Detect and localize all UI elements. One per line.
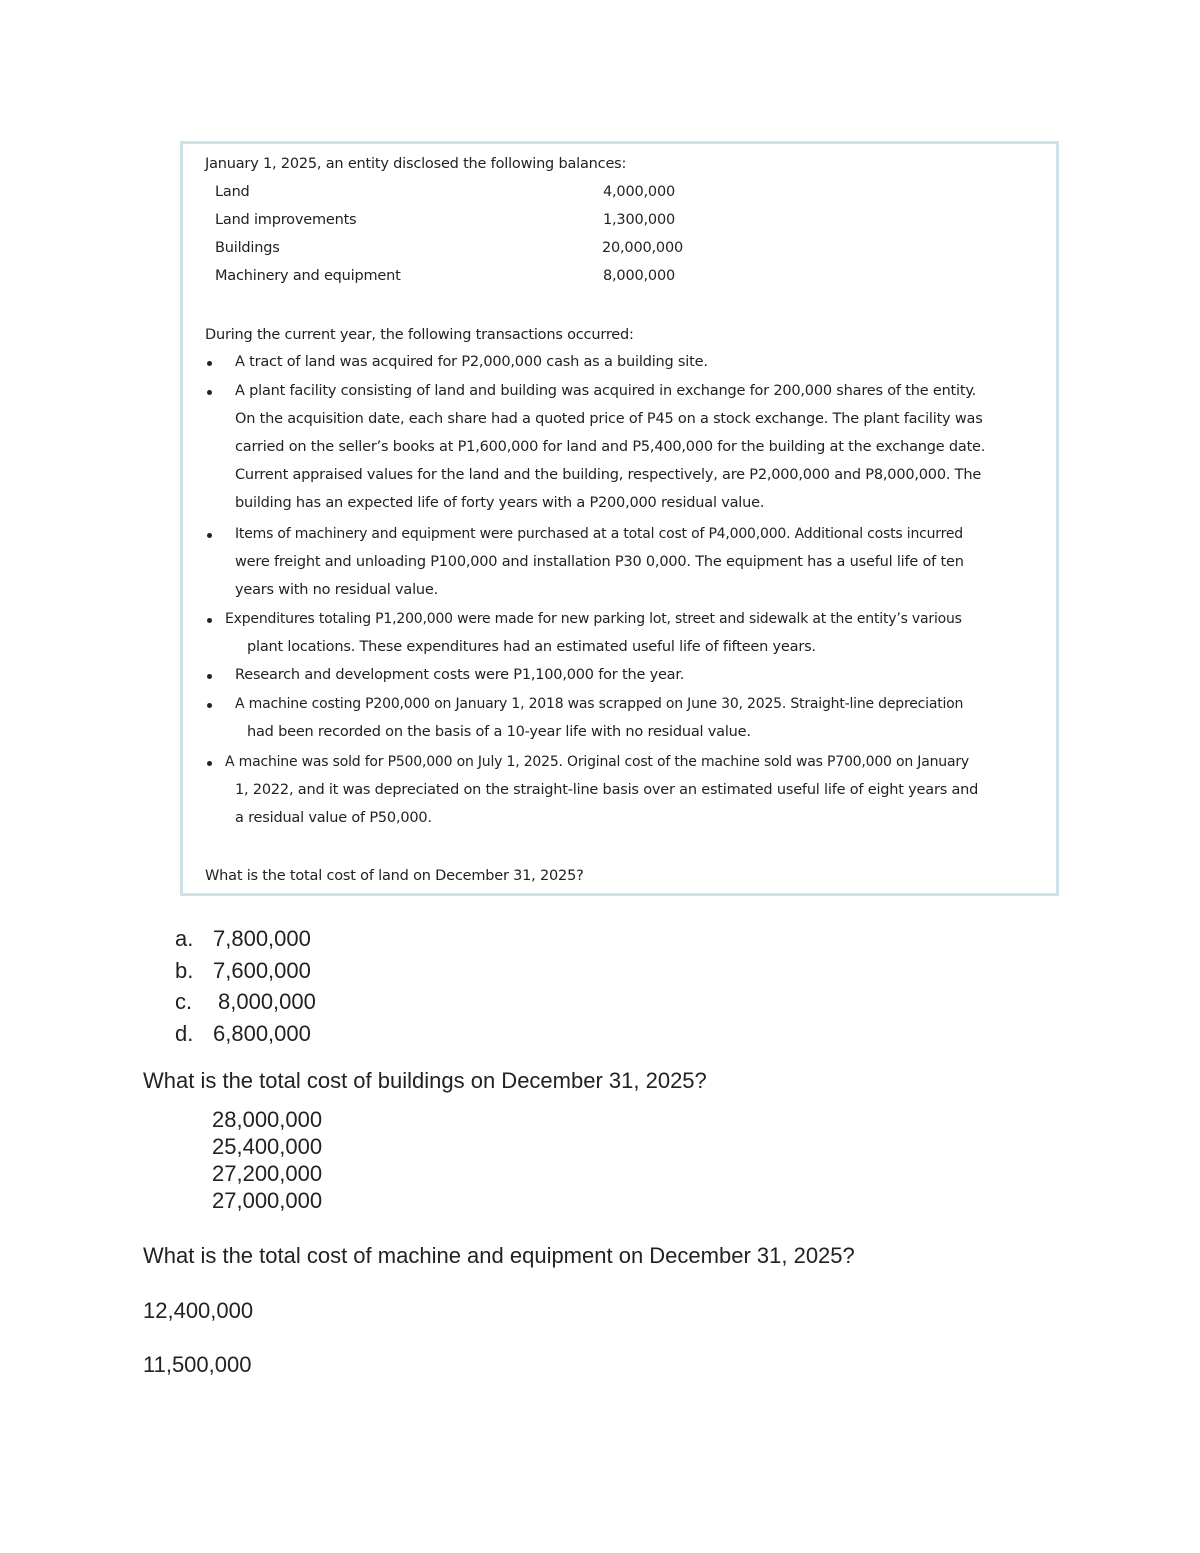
choice-letter: c. (175, 989, 193, 1014)
balance-label: Machinery and equipment (215, 268, 401, 284)
transaction-line: On the acquisition date, each share had a quoted price of P45 on a stock exchange. The plant facility was (235, 411, 983, 427)
balance-label: Land improvements (215, 212, 357, 228)
transaction-line: A plant facility consisting of land and building was acquired in exchange for 200,000 shares of the entity. (235, 383, 977, 399)
balance-row-buildings (215, 240, 683, 260)
transaction-line: 1, 2022, and it was depreciated on the straight-line basis over an estimated useful life of eight years and (235, 782, 979, 798)
bullet-icon (207, 761, 212, 766)
buildings-choice[interactable]: 25,400,000 (212, 1134, 323, 1159)
balance-row-land (215, 184, 675, 204)
choice-value: 7,600,000 (213, 958, 311, 983)
choice-b[interactable] (175, 958, 311, 984)
choice-a[interactable] (175, 926, 311, 952)
buildings-choice[interactable]: 27,200,000 (212, 1161, 323, 1186)
bullet-icon (207, 390, 212, 395)
transaction-line: plant locations. These expenditures had an estimated useful life of fifteen years. (247, 639, 816, 655)
transaction-line: Items of machinery and equipment were purchased at a total cost of P4,000,000. Additional costs incurred (235, 526, 963, 542)
transaction-line: A tract of land was acquired for P2,000,000 cash as a building site. (235, 354, 708, 370)
transaction-line: A machine was sold for P500,000 on July 1, 2025. Original cost of the machine sold was P700,000 on January (225, 754, 969, 770)
bullet-icon (207, 703, 212, 708)
buildings-choice[interactable]: 28,000,000 (212, 1107, 323, 1132)
transaction-line: A machine costing P200,000 on January 1, 2018 was scrapped on June 30, 2025. Straight-line depreciation (235, 696, 964, 712)
choice-value: 8,000,000 (218, 989, 316, 1014)
bullet-icon (207, 361, 212, 366)
problem-box (180, 141, 1059, 896)
machine-choice[interactable]: 11,500,000 (143, 1352, 252, 1377)
bullet-icon (207, 533, 212, 538)
bullet-icon (207, 618, 212, 623)
choice-value: 6,800,000 (213, 1021, 311, 1046)
transaction-line: carried on the seller’s books at P1,600,000 for land and P5,400,000 for the building at the exchange date. (235, 439, 986, 455)
choice-letter: b. (175, 958, 194, 983)
intro-text: January 1, 2025, an entity disclosed the following balances: (205, 156, 627, 172)
transaction-line: years with no residual value. (235, 582, 439, 598)
bullet-icon (207, 674, 212, 679)
balance-row-land-improvements (215, 212, 675, 232)
choice-value: 7,800,000 (213, 926, 311, 951)
balance-value: 4,000,000 (603, 184, 675, 200)
choice-letter: a. (175, 926, 194, 951)
choice-d[interactable] (175, 1021, 311, 1047)
transaction-line: building has an expected life of forty years with a P200,000 residual value. (235, 495, 765, 511)
transaction-line: were freight and unloading P100,000 and installation P30 0,000. The equipment has a useful life of ten (235, 554, 964, 570)
transaction-line: Research and development costs were P1,100,000 for the year. (235, 667, 685, 683)
balance-value: 8,000,000 (603, 268, 675, 284)
machine-choice[interactable]: 12,400,000 (143, 1298, 254, 1323)
balance-row-machinery (215, 268, 675, 288)
transaction-line: Expenditures totaling P1,200,000 were made for new parking lot, street and sidewalk at the entity’s various (225, 611, 962, 627)
choice-c[interactable] (175, 989, 316, 1015)
box-question: What is the total cost of land on December 31, 2025? (205, 868, 584, 884)
choice-letter: d. (175, 1021, 194, 1046)
balance-value: 20,000,000 (601, 240, 683, 256)
transaction-line: a residual value of P50,000. (235, 810, 432, 826)
question-buildings: What is the total cost of buildings on December 31, 2025? (143, 1068, 707, 1093)
balance-label: Buildings (215, 240, 280, 256)
balance-label: Land (215, 184, 250, 200)
transactions-heading: During the current year, the following transactions occurred: (205, 327, 634, 343)
buildings-choice[interactable]: 27,000,000 (212, 1188, 323, 1213)
transaction-line: had been recorded on the basis of a 10-year life with no residual value. (247, 724, 751, 740)
balance-value: 1,300,000 (603, 212, 675, 228)
question-machine: What is the total cost of machine and equipment on December 31, 2025? (143, 1243, 855, 1268)
transaction-line: Current appraised values for the land and the building, respectively, are P2,000,000 and P8,000,000. The (235, 467, 982, 483)
